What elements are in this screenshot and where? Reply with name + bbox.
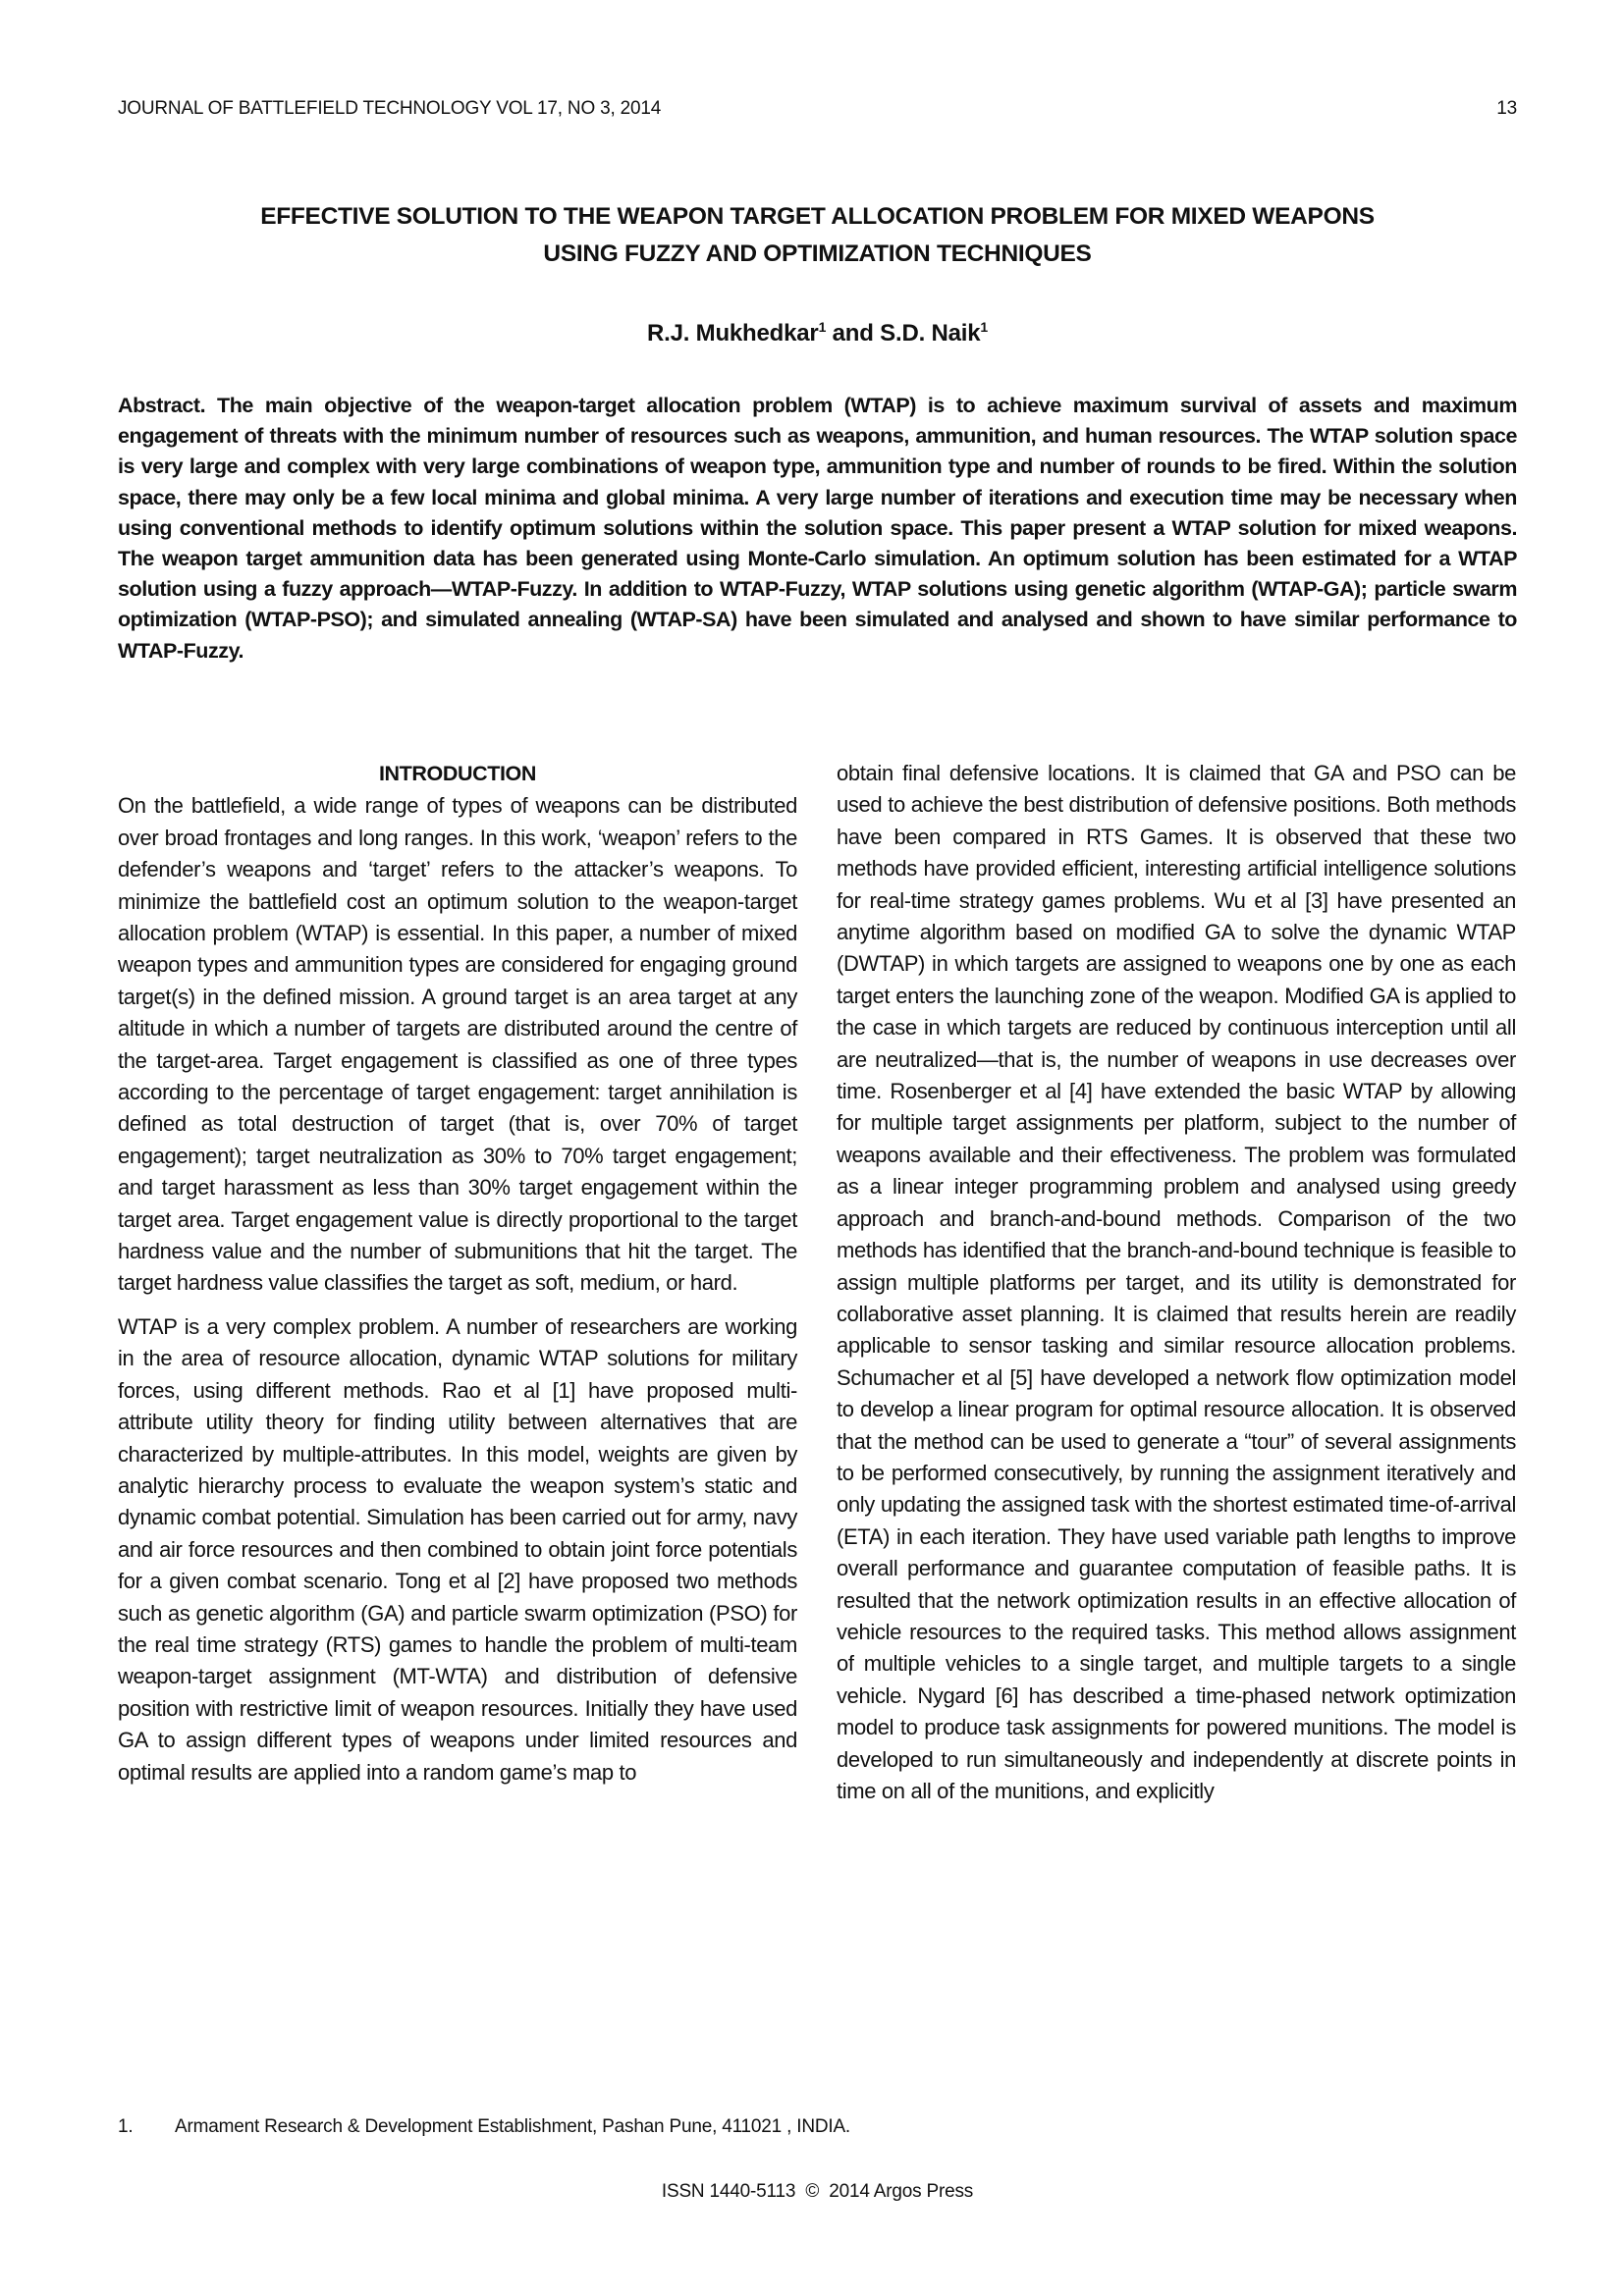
section-heading-introduction: INTRODUCTION (378, 762, 537, 785)
running-head (118, 98, 1517, 124)
affiliation-mark: 1 (818, 319, 827, 335)
paper-title-line-1: EFFECTIVE SOLUTION TO THE WEAPON TARGET ALLOCATION PROBLEM FOR MIXED WEAPONS (260, 203, 1375, 230)
body-paragraph: obtain final defensive locations. It is claimed that GA and PSO can be used to achieve the best distribution of defensive positions. Both methods have been compared in RTS Games. It is observed that these two methods have provided efficient, interesting artificial intelligence solutions for real-time strategy games problems. Wu et al [3] have presented an anytime algorithm based on modified GA to solve the dynamic WTAP (DWTAP) in which targets are assigned to weapons one by one as each target enters the launching zone of the weapon. Modified GA is applied to the case in which targets are reduced by continuous interception until all are neutralized—that is, the number of weapons in use decreases over time. Rosenberger et al [4] have extended the basic WTAP by allowing for multiple target assignments per platform, subject to the number of weapons available and their effectiveness. The problem was formulated as a linear integer programming problem and analysed using greedy approach and branch-and-bound methods. Comparison of the two methods has identified that the branch-and-bound technique is feasible to assign multiple platforms per target, and its utility is demonstrated for collaborative asset planning. It is claimed that results herein are readily applicable to sensor tasking and similar resource allocation problems. Schumacher et al [5] have developed a network flow optimization model to develop a linear program for optimal resource allocation. It is observed that the method can be used to generate a “tour” of several assignments to be performed consecutively, by running the assignment iteratively and only updating the assigned task with the shortest estimated time-of-arrival (ETA) in each iteration. They have used variable path lengths to improve overall performance and guarantee computation of feasible paths. It is resulted that the network optimization results in an effective allocation of vehicle resources to the required tasks. This method allows assignment of multiple vehicles to a single target, and multiple targets to a single vehicle. Nygard [6] has described a time-phased network optimization model to produce task assignments for powered munitions. The model is developed to run simultaneously and independently at discrete points in time on all of the munitions, and explicitly (837, 761, 1516, 1803)
paper-title-line-2: USING FUZZY AND OPTIMIZATION TECHNIQUES (543, 240, 1092, 267)
body-paragraph: On the battlefield, a wide range of types of weapons can be distributed over broad frontages and long ranges. In this work, ‘weapon’ refers to the defender’s weapons and ‘target’ refers to the attacker’s weapons. To minimize the battlefield cost an optimum solution to the weapon-target allocation problem (WTAP) is essential. In this paper, a number of mixed weapon types and ammunition types are considered for engaging ground target(s) in the defined mission. A ground target is an area target at any altitude in which a number of targets are distributed around the centre of the target-area. Target engagement is classified as one of three types according to the percentage of target engagement: target annihilation is defined as total destruction of target (that is, over 70% of target engagement); target neutralization as 30% to 70% target engagement; and target harassment as less than 30% target engagement within the target area. Target engagement value is directly proportional to the target hardness value and the number of submunitions that hit the target. The target hardness value classifies the target as soft, medium, or hard. (118, 793, 797, 1296)
journal-name: JOURNAL OF BATTLEFIELD TECHNOLOGY VOL 17, NO 3, 2014 (118, 98, 662, 119)
affiliation-footnote (118, 2116, 1198, 2138)
body-paragraph: WTAP is a very complex problem. A number of researchers are working in the area of resource allocation, dynamic WTAP solutions for military forces, using different methods. Rao et al [1] have proposed multi-attribute utility theory for finding utility between alternatives that are characterized by multiple-attributes. In this model, weights are given by analytic hierarchy process to evaluate the weapon system’s static and dynamic combat potential. Simulation has been carried out for army, navy and air force resources and then combined to obtain joint force potentials for a given combat scenario. Tong et al [2] have proposed two methods such as genetic algorithm (GA) and particle swarm optimization (PSO) for the real time strategy (RTS) games to handle the problem of multi-team weapon-target assignment (MT-WTA) and distribution of defensive position with restrictive limit of weapon resources. Initially they have used GA to assign different types of weapons under limited resources and optimal results are applied into a random game’s map to (118, 1313, 797, 1785)
author-list (118, 320, 1517, 347)
abstract: Abstract. The main objective of the weapon-target allocation problem (WTAP) is to achieve maximum survival of assets and maximum engagement of threats with the minimum number of resources such as weapons, ammunition, and human resources. The WTAP solution space is very large and complex with very large combinations of weapon type, ammunition type and number of rounds to be fired. Within the solution space, there may only be a few local minima and global minima. A very large number of iterations and execution time may be necessary when using conventional methods to identify optimum solutions within the solution space. This paper present a WTAP solution for mixed weapons. The weapon target ammunition data has been generated using Monte-Carlo simulation. An optimum solution has been estimated for a WTAP solution using a fuzzy approach—WTAP-Fuzzy. In addition to WTAP-Fuzzy, WTAP solutions using genetic algorithm (WTAP-GA); particle swarm optimization (WTAP-PSO); and simulated annealing (WTAP-SA) have been simulated and analysed and shown to have similar performance to WTAP-Fuzzy. (118, 394, 1517, 663)
left-column (118, 758, 797, 1789)
author-joiner: and (826, 320, 881, 347)
paper-title (118, 198, 1517, 273)
right-column (837, 758, 1516, 1807)
footnote-number: 1. (118, 2116, 134, 2137)
author-name: R.J. Mukhedkar (646, 320, 819, 347)
author-name: S.D. Naik (880, 320, 981, 347)
page-number: 13 (1496, 98, 1517, 119)
footnote-text: Armament Research & Development Establishment, Pashan Pune, 411021 , INDIA. (175, 2116, 851, 2137)
page-footer-issn: ISSN 1440-5113 © 2014 Argos Press (661, 2181, 974, 2202)
affiliation-mark: 1 (980, 319, 989, 335)
